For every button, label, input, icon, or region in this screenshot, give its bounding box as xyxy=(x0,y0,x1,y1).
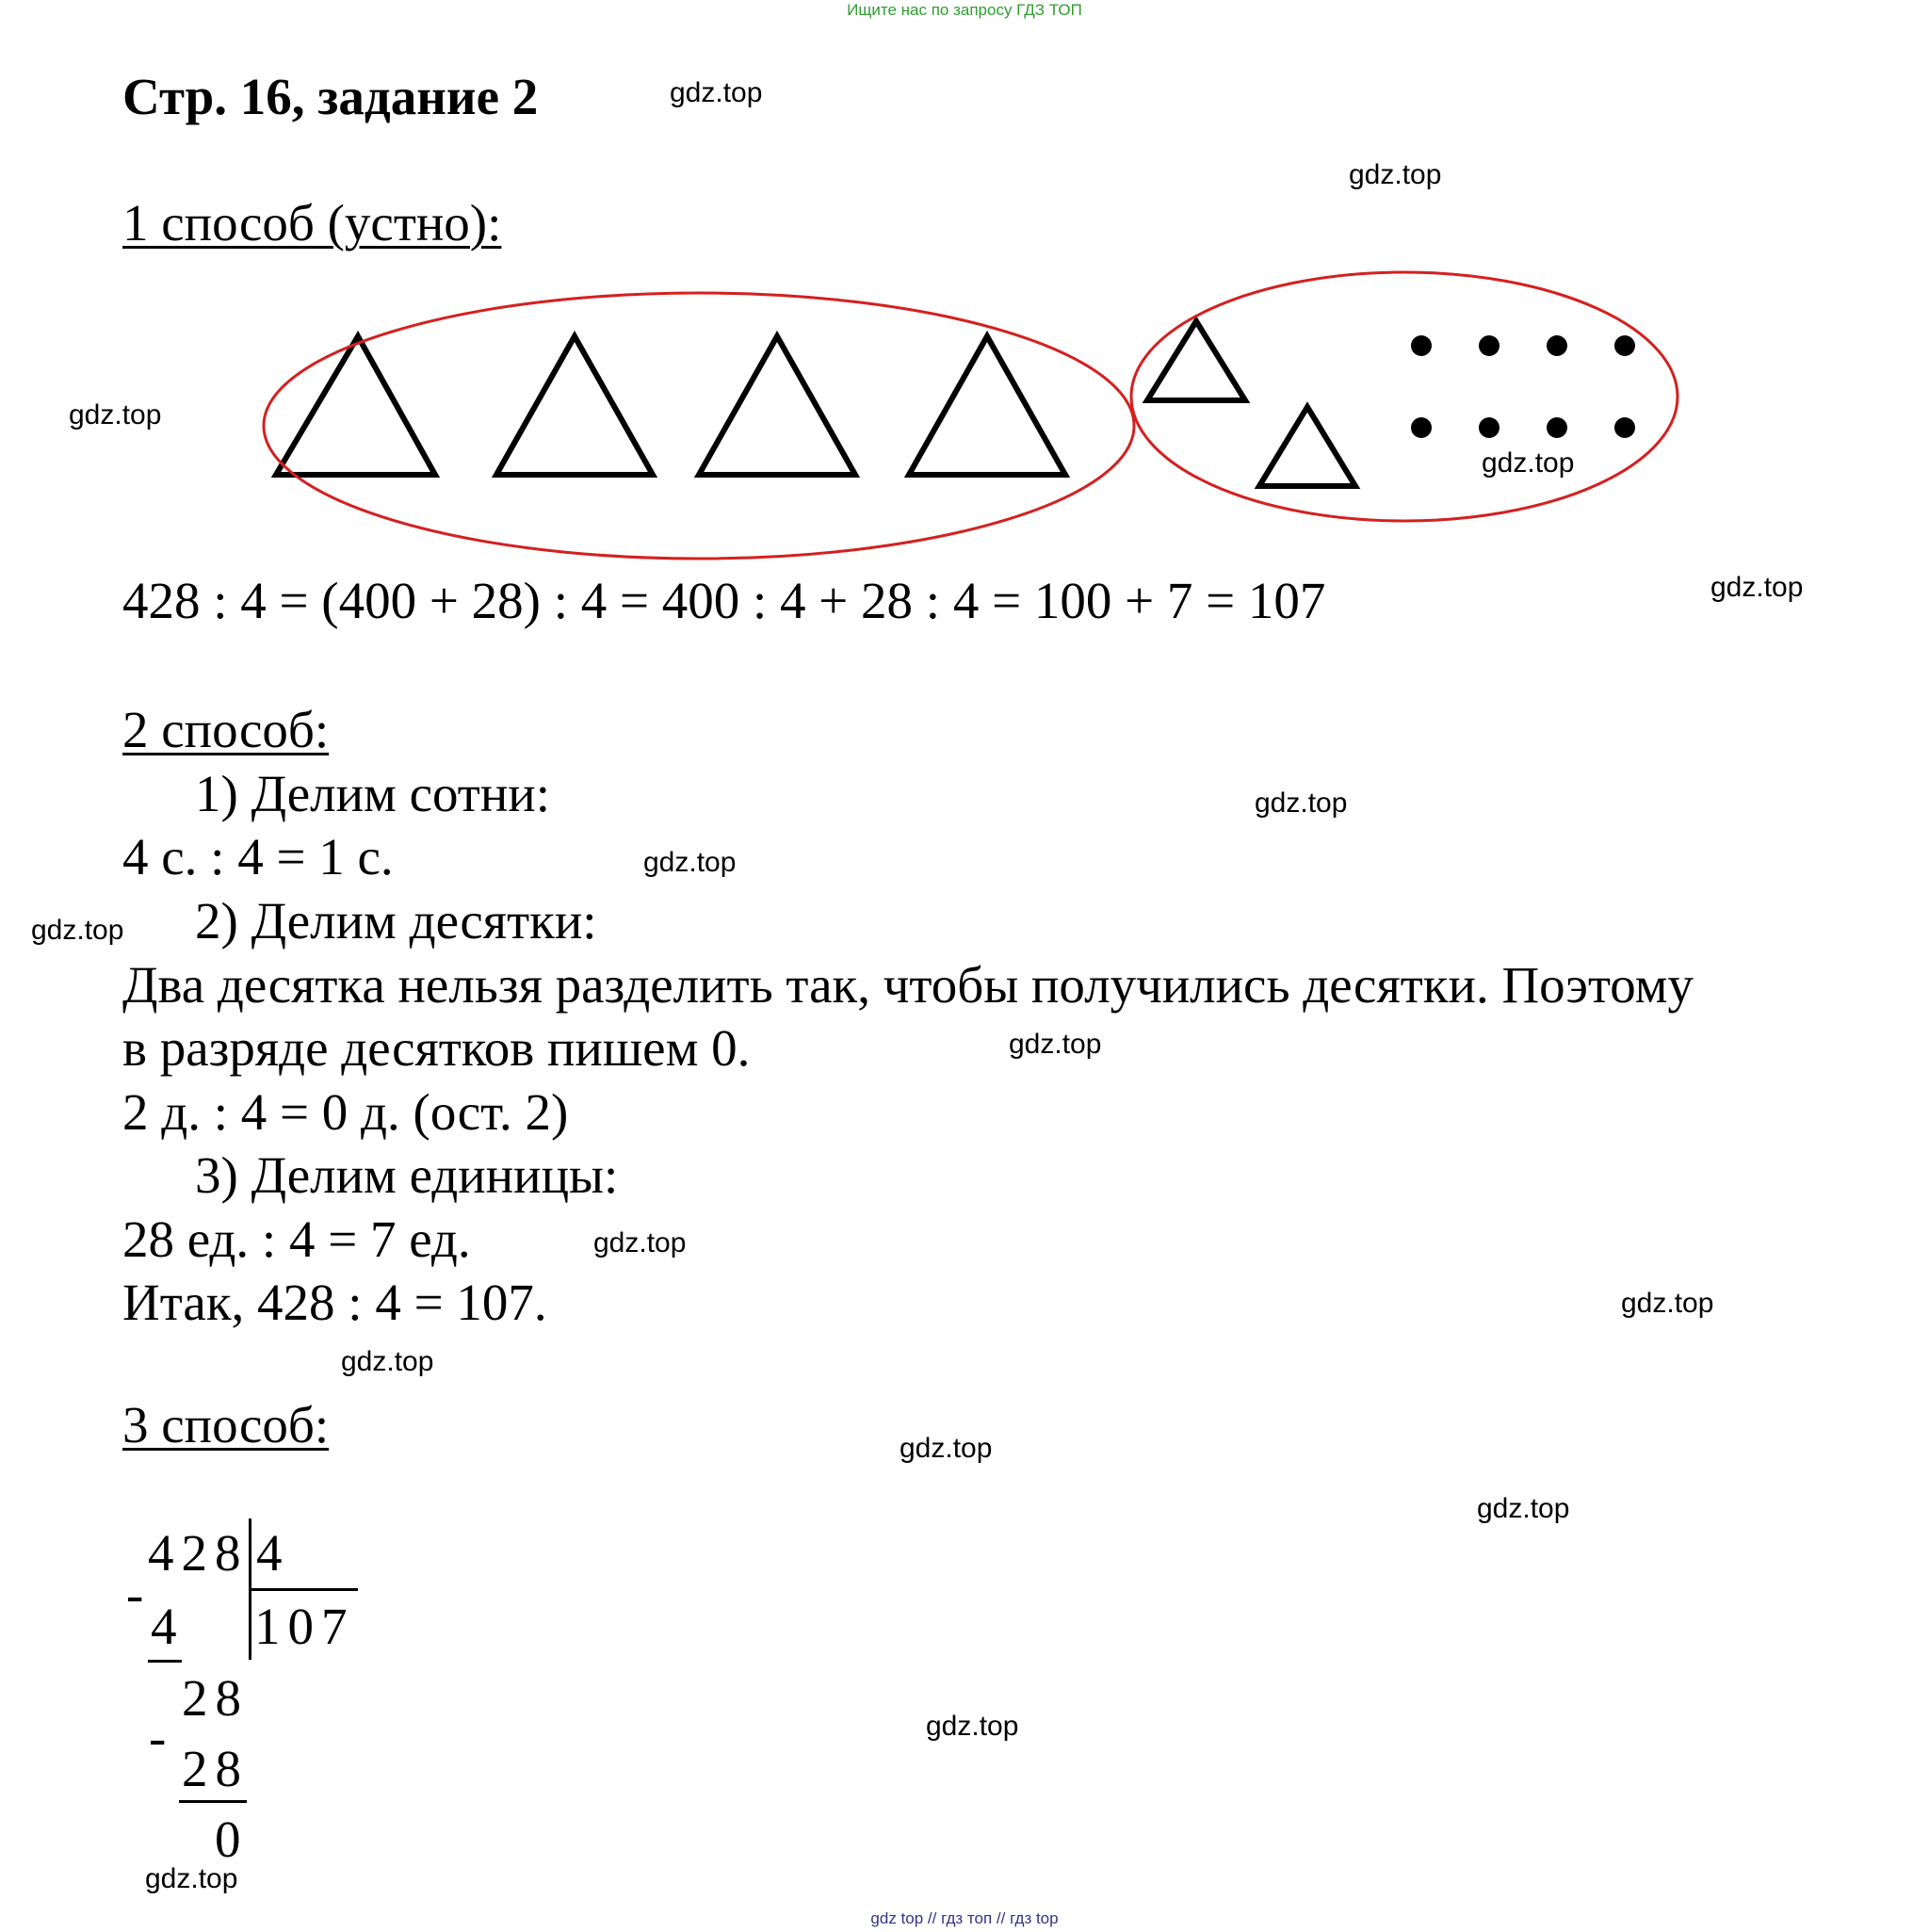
method2-step2-calc: 2 д. : 4 = 0 д. (ост. 2) xyxy=(122,1083,569,1141)
ld-vertical-bar xyxy=(249,1518,251,1660)
ld-quotient-line xyxy=(249,1588,358,1591)
top-banner: Ищите нас по запросу ГДЗ ТОП xyxy=(847,1,1082,19)
watermark: gdz.top xyxy=(145,1863,238,1894)
ld-divisor: 4 xyxy=(256,1524,290,1582)
triangle-5 xyxy=(1147,321,1245,400)
method1-heading: 1 способ (устно): xyxy=(122,194,502,252)
small-group-ellipse xyxy=(1131,272,1678,521)
ld-underline-2 xyxy=(179,1800,247,1803)
watermark: gdz.top xyxy=(926,1711,1019,1742)
triangle-4 xyxy=(909,336,1065,475)
watermark: gdz.top xyxy=(1477,1493,1570,1524)
watermark: gdz.top xyxy=(1482,447,1575,479)
method2-heading: 2 способ: xyxy=(122,701,330,758)
method2-step3-calc: 28 ед. : 4 = 7 ед. xyxy=(122,1210,471,1268)
watermark: gdz.top xyxy=(1009,1029,1102,1060)
ld-remainder: 0 xyxy=(215,1810,249,1868)
method2-step2-label: 2) Делим десятки: xyxy=(195,892,597,950)
watermark: gdz.top xyxy=(1621,1288,1714,1319)
method2-step1-label: 1) Делим сотни: xyxy=(195,765,550,822)
ld-underline-1 xyxy=(148,1660,182,1663)
method3-heading: 3 способ: xyxy=(122,1396,330,1453)
ld-minus-1: - xyxy=(126,1566,152,1623)
watermark: gdz.top xyxy=(593,1227,687,1258)
dot-4 xyxy=(1614,335,1635,356)
page-title: Стр. 16, задание 2 xyxy=(122,68,539,125)
ld-dividend: 428 xyxy=(148,1524,249,1582)
method1-equation: 428 : 4 = (400 + 28) : 4 = 400 : 4 + 28 : 4 = 100 + 7 = 107 xyxy=(122,572,1326,629)
triangle-2 xyxy=(496,336,653,475)
method2-step3-label: 3) Делим единицы: xyxy=(195,1146,619,1204)
method2-step2-text-line1: Два десятка нельзя разделить так, чтобы получились десятки. Поэтому xyxy=(122,956,1694,1014)
ld-subtrahend-1: 4 xyxy=(151,1598,185,1655)
method2-step2-text-line2: в разряде десятков пишем 0. xyxy=(122,1019,751,1077)
dot-5 xyxy=(1411,417,1432,438)
watermark: gdz.top xyxy=(1349,159,1442,190)
grouping-illustration xyxy=(193,266,1719,562)
large-group xyxy=(264,293,1134,559)
method2-conclusion: Итак, 428 : 4 = 107. xyxy=(122,1274,547,1331)
triangle-3 xyxy=(699,336,855,475)
ld-quotient: 107 xyxy=(254,1598,355,1655)
method2-step1-calc: 4 с. : 4 = 1 с. xyxy=(122,828,394,885)
large-group-ellipse xyxy=(264,293,1134,559)
dot-6 xyxy=(1479,417,1499,438)
watermark: gdz.top xyxy=(900,1433,993,1464)
dot-8 xyxy=(1614,417,1635,438)
watermark: gdz.top xyxy=(1710,572,1804,603)
ld-subtrahend-2: 28 xyxy=(182,1740,249,1797)
dot-1 xyxy=(1411,335,1432,356)
ld-partial: 28 xyxy=(182,1669,249,1727)
triangle-6 xyxy=(1259,407,1355,486)
watermark: gdz.top xyxy=(69,399,162,430)
watermark: gdz.top xyxy=(643,847,737,878)
watermark: gdz.top xyxy=(1255,787,1348,819)
watermark: gdz.top xyxy=(31,915,124,946)
dot-2 xyxy=(1479,335,1499,356)
watermark: gdz.top xyxy=(341,1346,434,1377)
dot-3 xyxy=(1547,335,1567,356)
triangle-1 xyxy=(276,336,435,475)
small-group xyxy=(1131,272,1678,521)
watermark: gdz.top xyxy=(670,77,763,108)
dot-7 xyxy=(1547,417,1567,438)
ld-minus-2: - xyxy=(149,1709,174,1766)
footer-links: gdz top // гдз топ // гдз top xyxy=(870,1909,1059,1927)
